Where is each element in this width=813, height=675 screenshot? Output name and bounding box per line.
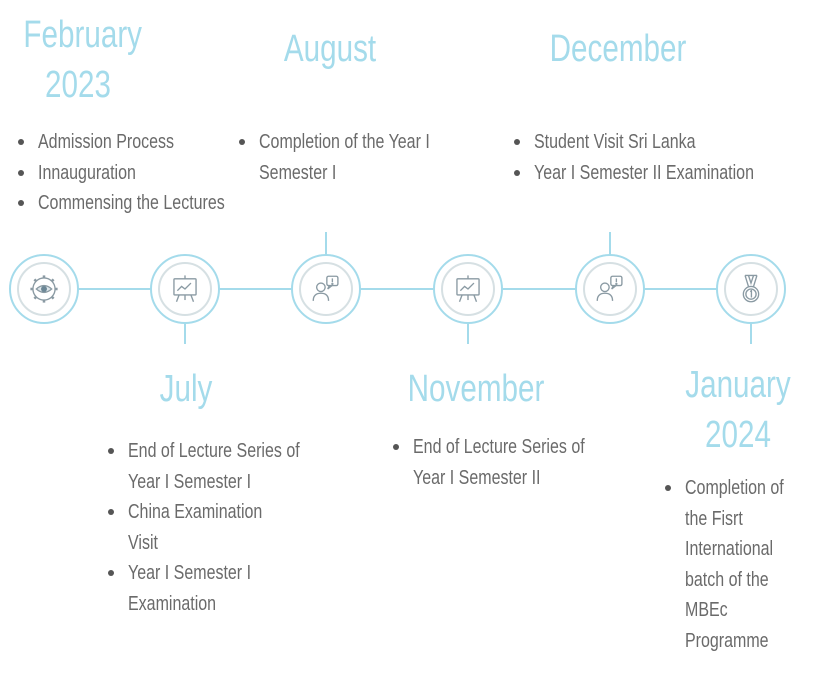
eye-gear-icon (27, 272, 61, 306)
title-february-2023 (8, 10, 148, 110)
list-item: Completion of the Year I Semester I (237, 127, 467, 188)
title-july (116, 364, 256, 414)
title-line: January (685, 364, 791, 406)
list-item: Admission Process (16, 127, 246, 158)
title-line: December (549, 28, 687, 70)
list-item: Student Visit Sri Lanka (512, 127, 772, 158)
list-august (237, 127, 467, 188)
title-january-2024 (668, 360, 808, 460)
title-november (385, 364, 567, 414)
person-idea-icon (309, 272, 343, 306)
list-item: Commensing the Lectures (16, 188, 246, 219)
list-july (106, 436, 326, 619)
title-december (530, 24, 706, 74)
list-item: Year I Semester I Examination (106, 558, 326, 619)
timeline-node-4 (433, 254, 503, 324)
person-idea-icon (593, 272, 627, 306)
title-line: February (23, 14, 143, 56)
list-november (391, 432, 621, 493)
list-item: Completion of the Fisrt International batch of the MBEc Programme (663, 473, 803, 656)
timeline-node-5 (575, 254, 645, 324)
list-item: End of Lecture Series of Year I Semester I (106, 436, 326, 497)
timeline-node-6 (716, 254, 786, 324)
presentation-chart-icon (451, 272, 485, 306)
timeline-node-2 (150, 254, 220, 324)
list-december (512, 127, 772, 188)
timeline-node-3 (291, 254, 361, 324)
title-line: July (159, 368, 213, 410)
timeline-node-1 (9, 254, 79, 324)
title-line: August (283, 28, 377, 70)
medal-icon (734, 272, 768, 306)
title-line: 2023 (45, 64, 111, 106)
list-february (16, 127, 246, 219)
title-line: 2024 (705, 414, 771, 456)
title-august (260, 24, 400, 74)
list-january (663, 473, 803, 656)
list-item: Innauguration (16, 158, 246, 189)
list-item: China Examination Visit (106, 497, 326, 558)
title-line: November (407, 368, 545, 410)
list-item: End of Lecture Series of Year I Semester II (391, 432, 621, 493)
list-item: Year I Semester II Examination (512, 158, 772, 189)
presentation-chart-icon (168, 272, 202, 306)
